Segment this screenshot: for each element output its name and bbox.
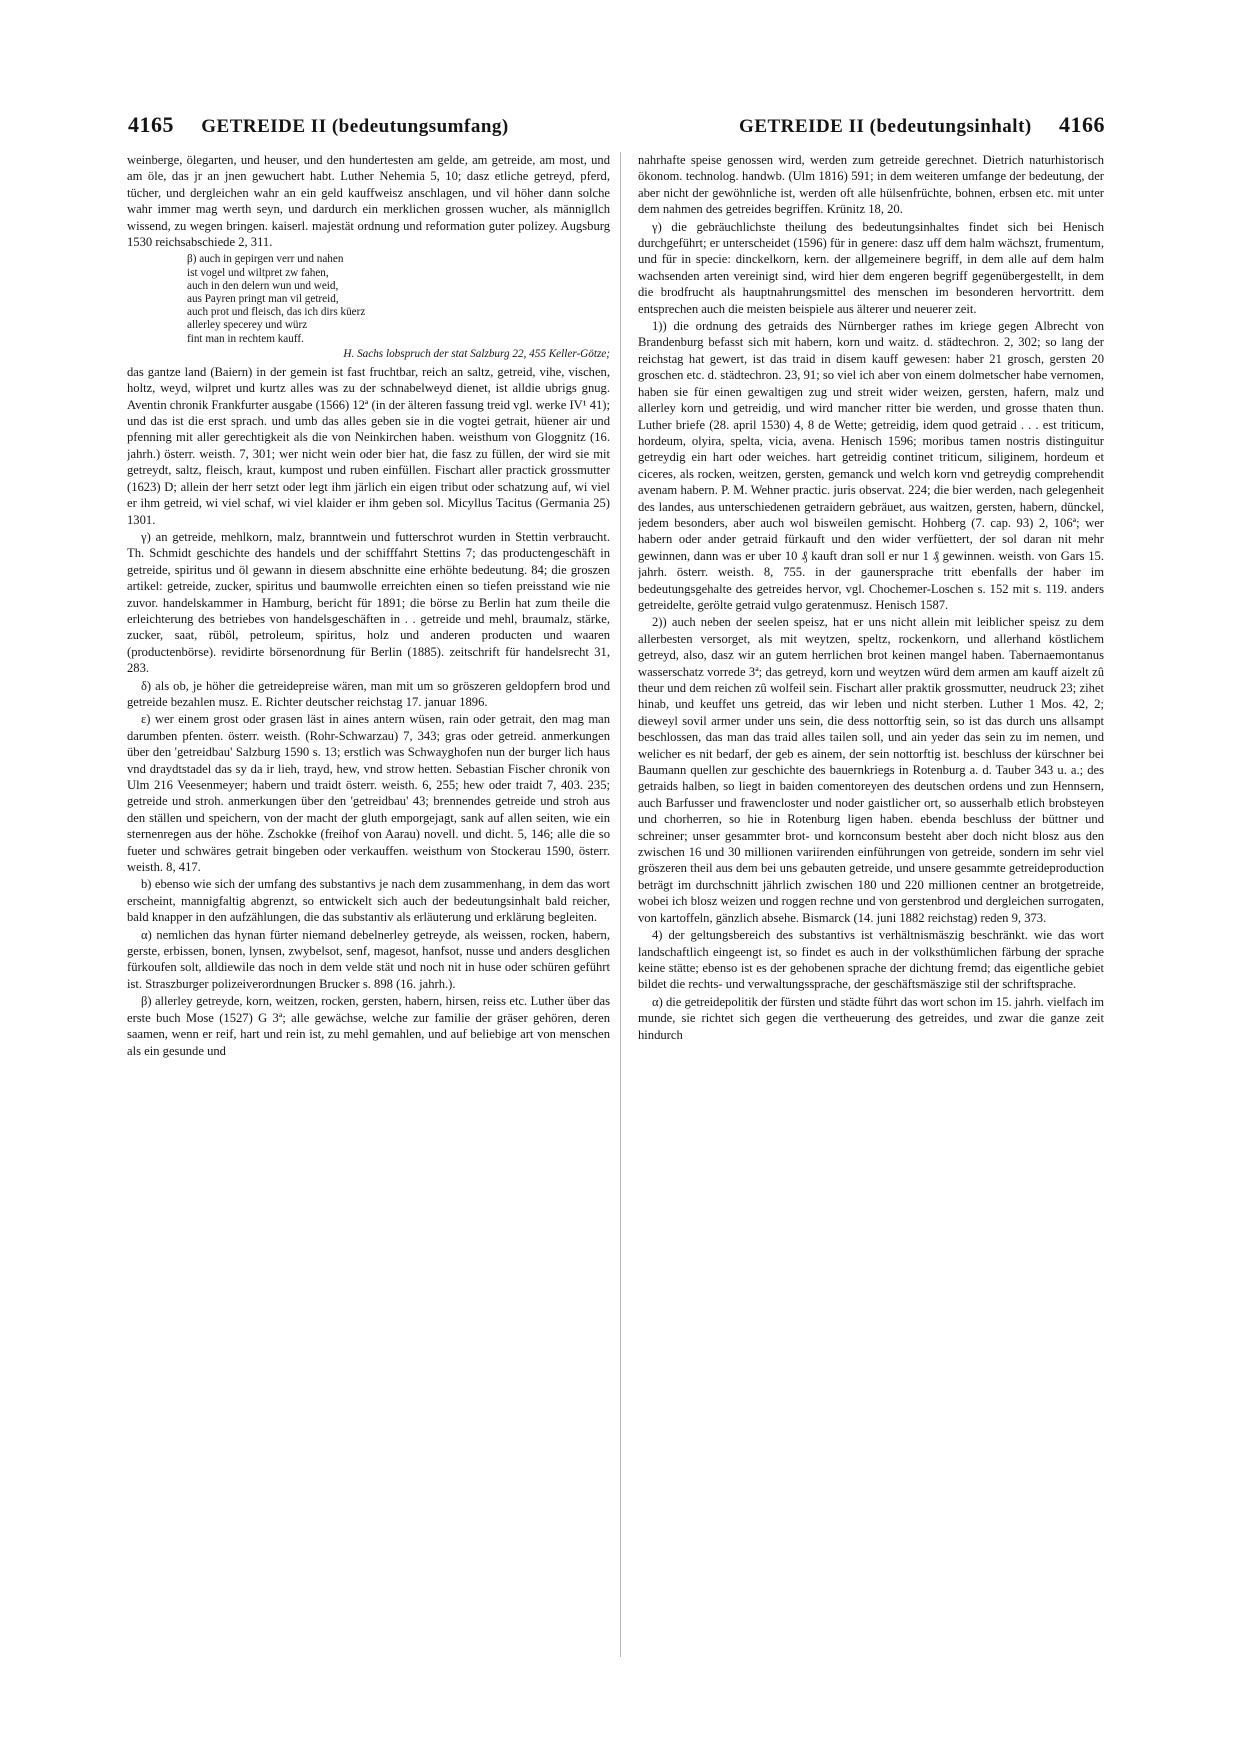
- paragraph: 1)) die ordnung des getraids des Nürnberger rathes im kriege gegen Albrecht von Brandenburg befasst sich mit habern, korn und waitz. d. städtechron. 2, 302; so lang der reichstag hat gewert, ist das traid in disem kauff gewesen: haber 21 grosch, gersten 20 groschen etc. d. städtechron. 23, 91; so viel ich aber von einem dolmetscher habe vernomen, haben sie für einen gewaltigen zug und streit wider weizen, gersten, hafern, malz und allerley korn und getreidig, und wird mancher ritter bie werden, und grosse thaten thun. Luther briefe (28. april 1530) 4, 8 de Wette; getreidig, idem quod getraid . . . est triticum, hordeum, olyira, spelta, vicia, avena. Henisch 1596; moribus tamen nostris distinguitur getreydig ein hart oder weiches. hart getreidig continet triticum, siliginem, hordeum et ciceres, als rocken, weitzen, gersten, gemanck und welch korn vnd getreydig comprehendit avenam habern. P. M. Wehner practic. juris observat. 224; die bier werden, nach gelegenheit des landes, aus unterschiedenen getraidern gebräuet, aus waitzen, gersten, habern, dünckel, jedem besonders, aber auch wol bisweilen gemischt. Hohberg (7. cap. 93) 2, 106ª; wer habern oder ander getraid fürkauft und den wider verfüettert, der sol daran nit mehr gewinnen, dann was er uber 10 ₰ kauft dran soll er nur 1 ₰ gewinnen. weisth. von Gars 15. jahrh. österr. weisth. 8, 755. in der gaunersprache tritt ebenfalls der haber im bedeutungsgehalte des getreides hervor, vgl. Chochemer-Loschen s. 152 mit s. 119. anders getreidelte, gerölte getraid vulgo geratenmusz. Henisch 1587.: [638, 319, 1104, 612]
- paragraph: γ) an getreide, mehlkorn, malz, branntwein und futterschrot wurden in Stettin verbraucht. Th. Schmidt geschichte des handels und der schifffahrt Stettins 7; das productengeschäft in getreide, spiritus und öl gewann in diesem abschnitte eine erhöhte bedeutung. 84; die groszen artikel: getreide, zucker, spiritus und baumwolle erreichten einen so tiefen preisstand wie nie zuvor. handelskammer in Hamburg, bericht für 1891; die börse zu Berlin hat zum theile die erleichterung des betriebes von handelsgeschäften in . . getreide und mehl, braumalz, stärke, zucker, saat, rüböl, petroleum, spiritus, holz und anderen producten und waaren (productenbörse). revidirte börsenordnung für Berlin (1885). zeitschrift für handelsrecht 31, 283.: [127, 529, 610, 676]
- paragraph: γ) die gebräuchlichste theilung des bedeutungsinhaltes findet sich bei Henisch durchgeführt; er unterscheidet (1596) für in genere: dasz uff dem halm wächszt, frumentum, und für in specie: dinckelkorn, kern. der allgemeinere begriff, in dem alle auf dem halm wachsenden arten vereinigt sind, wird hier dem engeren begriff gegenübergestellt, in dem die brodfrucht als hauptnahrungsmittel des menschen im besonderen hervortritt. dem entsprechen auch die meisten beispiele aus älterer und neuerer zeit.: [638, 219, 1104, 316]
- paragraph: δ) als ob, je höher die getreidepreise wären, man mit um so gröszeren geldopfern brod und getreide bezahlen musz. E. Richter deutscher reichstag 17. januar 1896.: [127, 678, 610, 709]
- paragraph: weinberge, ölegarten, und heuser, und den hundertesten am gelde, am getreide, am most, und am öle, das jr an jnen gewuchert habt. Luther Nehemia 5, 10; dasz etliche getreyd, pferd, tücher, und dergleichen wahr an ein geld kauffweisz anschlagen, und vil höher dann solche wahr immer mag werth seyn, und dardurch ein merklichen grossen wucher, als männigllch wissend, zu wegen bringen. kaiserl. majestät ordnung und reformation guter polizey. Augsburg 1530 reichsabschiede 2, 311.: [127, 153, 610, 250]
- left-column: [127, 152, 610, 1657]
- paragraph: ε) wer einem grost oder grasen läst in aines antern wüsen, rain oder getrait, den mag man darumben pfenten. österr. weisth. (Rohr-Schwarzau) 7, 343; gras oder getreid. anmerkungen über den 'getreidbau' Salzburg 1590 s. 13; erstlich was Schwayghofen nun der burger lich haus vnd draydtstadel das sy da ir lieh, trayd, hew, vnd strow hetten. Sebastian Fischer chronik von Ulm 216 Veesenmeyer; habern und traidt österr. weisth. 6, 255; hew oder traidt 7, 403. 235; getreide und stroh. anmerkungen über den 'getreidbau' 43; brennendes getreide und stroh aus den ställen und speichern, von der macht der gluth emporgejagt, sank auf allen seiten, wie ein sternenregen aus der höhe. Zschokke (freihof von Aarau) novell. und dicht. 5, 146; alle die so fueter und schwäres getrait bingeben oder verkauffen. weisthum von Stockerau 1590, österr. weisth. 8, 417.: [127, 712, 610, 875]
- paragraph: 4) der geltungsbereich des substantivs ist verhältnismäszig beschränkt. wie das wort landschaftlich eingeengt ist, so findet es auch in der volksthümlichen färbung der sprache keine stätte; ebenso ist es der gehobenen sprache der dichtung fremd; das eigentliche gebiet bildet die rechts- und verwaltungssprache, der geschäftsmäszige stil der schriftsprache.: [638, 928, 1104, 992]
- right-column: [638, 152, 1104, 1657]
- paragraph: nahrhafte speise genossen wird, werden zum getreide gerechnet. Dietrich naturhistorisch ökonom. technolog. handwb. (Ulm 1816) 591; in dem weiteren umfange der bedeutung, der aber nicht der gewöhnliche ist, werden oft alle hülsenfrüchte, bohnen, erbsen etc. mit unter dem nahmen des getreides begriffen. Krünitz 18, 20.: [638, 153, 1104, 217]
- verse-citation: H. Sachs lobspruch der stat Salzburg 22, 455 Keller-Götze;: [343, 347, 610, 360]
- paragraph: α) nemlichen das hynan fürter niemand debelnerley getreyde, als weissen, rocken, habern, gerste, erbissen, bonen, lynsen, zwybelsot, senf, magesot, hanfsot, nusse und anders desglichen fürkoufen solt, alldiewile das noch in dem velde stät und noch nit in huse oder schüren geführt ist. Straszburger polizeiverordnungen Brucker s. 898 (16. jahrh.).: [127, 927, 610, 991]
- paragraph: b) ebenso wie sich der umfang des substantivs je nach dem zusammenhang, in dem das wort erscheint, mannigfaltig abgrenzt, so entwickelt sich auch der bedeutungsinhalt bald reicher, bald knapper in den aufzählungen, die das substantiv als erläuterung und erklärung begleiten.: [127, 877, 610, 925]
- verse-quotation: β) auch in gepirgen verr und nahen ist vogel und wiltpret zw fahen, auch in den delern wun und weid, aus Payren pringt man vil getreid, auch prot und fleisch, das ich dirs küerz allerley specerey und würz fint man in rechtem kauff.: [187, 253, 366, 345]
- running-title-right: GETREIDE II (bedeutungsinhalt): [739, 116, 1032, 137]
- page-number-left: 4165: [128, 112, 174, 137]
- page-number-right: 4166: [1059, 112, 1105, 137]
- column-divider: [620, 152, 621, 1657]
- paragraph: β) allerley getreyde, korn, weitzen, rocken, gersten, habern, hirsen, reiss etc. Luther über das erste buch Mose (1527) G 3ª; alle gewächse, welche zur familie der gräser gehören, deren saamen, wenn er reif, hart und rein ist, zu mehl gemahlen, und auf beliebige art von menschen als ein gesunde und: [127, 994, 610, 1058]
- page-header-right: [725, 112, 1105, 146]
- paragraph: 2)) auch neben der seelen speisz, hat er uns nicht allein mit leiblicher speisz zu dem allerbesten versorget, als mit weytzen, speltz, rockenkorn, und allerhand köstlichem getreyd, also, dasz wir an gutem herrlichen brot keinen mangel haben. Tabernaemontanus wasserschatz vorrede 3ª; das getreyd, korn und weytzen würd dem armen am kauff aizelt zû theur und dem reichen zû wolfeil sein. Fischart aller praktik grossmutter, neudruck 23; zihet hinab, und keuffet uns getreid, das wir leben und nicht sterben. Luther 1 Mos. 42, 2; dieweyl sovil armer under uns sein, die dess nottorftig sein, so ist das durch uns allsampt beschlossen, das man das traid alles tailen soll, und ain yeder das sein zu im nemen, und welicher es nit bedarf, der geb es ainem, der sein nottorftig ist. beschluss der kürschner bei Baumann quellen zur geschichte des bauernkriegs in Rotenburg a. d. Tauber 343 u. a.; des getraids halben, so liegt in baiden comentoreyen des deutschen ordens und zun Hennsern, auch Barfusser und frawencloster und noder gaistlicher ort, so ausserhalb etlich brobsteyen und chorherren, so hie in Rotenburg ligen haben. ebenda beschluss der büttner und schreiner; unser gesammter brot- und kornconsum besteht aber doch nicht blosz aus den zwischen 16 und 30 millionen variirenden einführungen von getreide, sondern im sehr viel gröszeren theil aus dem bei uns gebauten getreide, und unsere gesammte getreideproduction beträgt im durchschnitt jährlich zwischen 180 und 220 millionen centner an brotgetreide, wobei ich blosz weizen und roggen rechne und von gerstenbrod und dergleichen surrogaten, von kartoffeln, gänzlich absehe. Bismarck (14. juni 1882 reichstag) reden 9, 373.: [638, 615, 1104, 925]
- page-header-left: [128, 112, 628, 146]
- paragraph: das gantze land (Baiern) in der gemein ist fast fruchtbar, reich an saltz, getreid, vihe, vischen, holtz, weyd, wilpret und kurtz alles was zu der schnabelweyd dienet, ist alldie ubrigs gnug. Aventin chronik Frankfurter ausgabe (1566) 12ª (in der älteren fassung treid vgl. werke IV¹ 41); und das ist die erst sprach. und umb das alles geben sie in die vogtei getrait, hüener air und pfenning mit aller gerechtigkeit als die von Neinkirchen haben. weisthum von Gloggnitz (16. jahrh.) österr. weisth. 7, 301; wer nicht wein oder bier hat, die fasz zu füllen, der wird sie mit getreydt, saltz, fleisch, kraut, kumpost und ruben einfüllen. Fischart aller practick grossmutter (1623) D; allein der herr setzt oder legt ihm järlich ein eigen tribut oder schatzung auf, wi viel er ihm getreid, wi viel schaf, wi viel klaider er ihm geben sol. Micyllus Tacitus (Germania 25) 1301.: [127, 364, 610, 527]
- paragraph: α) die getreidepolitik der fürsten und städte führt das wort schon im 15. jahrh. vielfach im munde, sie richtet sich gegen die vertheuerung des getreides, und zwar die ganze zeit hindurch: [638, 994, 1104, 1042]
- running-title-left: GETREIDE II (bedeutungsumfang): [201, 116, 509, 137]
